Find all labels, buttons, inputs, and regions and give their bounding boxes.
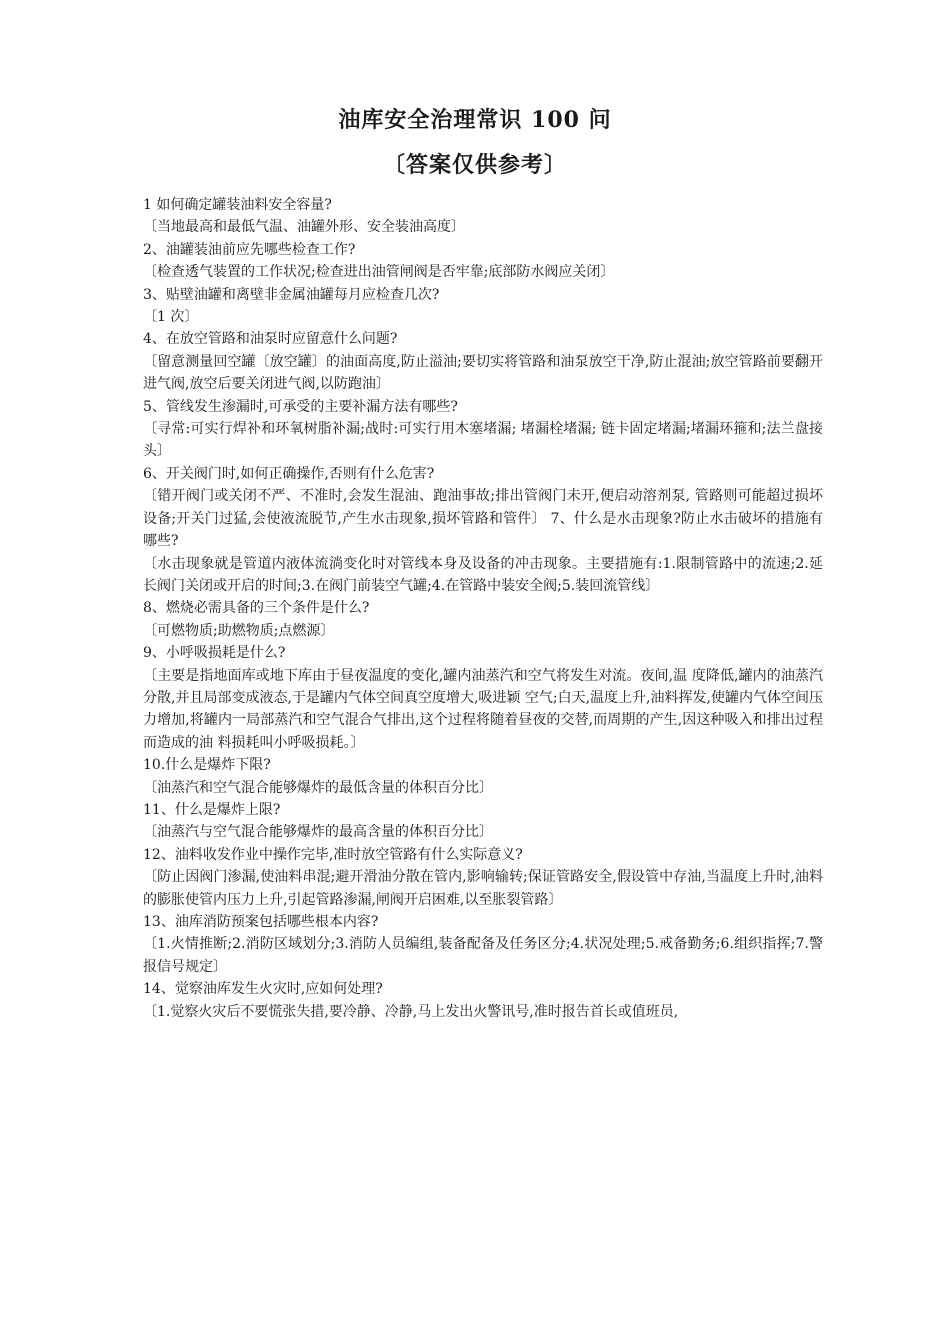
- question-10: 10.什么是爆炸下限?: [143, 757, 271, 774]
- answer-2: 〔检查透气装置的工作状况;检查进出油管闸阀是否牢靠;底部防水阀应关闭〕: [143, 264, 615, 281]
- answer-14: 〔1.觉察火灾后不要慌张失措,要冷静、冷静,马上发出火警讯号,准时报告首长或值班员,: [143, 1003, 679, 1020]
- question-5: 5、管线发生渗漏时,可承受的主要补漏方法有哪些?: [143, 398, 458, 415]
- question-3: 3、贴壁油罐和离壁非金属油罐每月应检查几次?: [143, 286, 440, 303]
- question-13: 13、油库消防预案包括哪些根本内容?: [143, 914, 379, 930]
- answer-13: 〔1.火情推断;2.消防区域划分;3.消防人员编组,装备配备及任务区分;4.状况处理;5.戒备勤务;6.组织指挥;7.警报信号规定〕: [143, 936, 823, 975]
- answer-7: 〔水击现象就是管道内液体流淌变化时对管线本身及设备的冲击现象。主要措施有:1.限制管路中的流速;2.延长阀门关闭或开启的时间;3.在阀门前装空气罐;4.在管路中装安全阀;5.装回流管线〕: [143, 555, 823, 594]
- answer-11: 〔油蒸汽与空气混合能够爆炸的最高含量的体积百分比〕: [143, 824, 493, 841]
- answer-3: 〔1 次〕: [143, 309, 199, 326]
- answer-1: 〔当地最高和最低气温、油罐外形、安全装油高度〕: [143, 219, 465, 236]
- document-subtitle: 〔答案仅供参考〕: [382, 152, 567, 178]
- question-11: 11、什么是爆炸上限?: [143, 801, 281, 818]
- document-title: 油库安全治理常识 100 问: [338, 107, 612, 133]
- answer-10: 〔油蒸汽和空气混合能够爆炸的最低含量的体积百分比〕: [143, 779, 493, 796]
- qa-list: [143, 194, 823, 1023]
- question-14: 14、觉察油库发生火灾时,应如何处理?: [143, 981, 383, 998]
- question-9: 9、小呼吸损耗是什么?: [143, 645, 286, 662]
- question-1: 1 如何确定罐装油料安全容量?: [143, 197, 332, 213]
- answer-8: 〔可燃物质;助燃物质;点燃源〕: [143, 622, 335, 639]
- question-2: 2、油罐装油前应先哪些检查工作?: [143, 241, 356, 258]
- question-4: 4、在放空管路和油泵时应留意什么问题?: [143, 331, 398, 348]
- answer-12: 〔防止因阀门渗漏,使油料串混;避开滑油分散在管内,影响输转;保证管路安全,假设管中存油,当温度上升时,油料的膨胀使管内压力上升,引起管路渗漏,闸阀开启困难,以至胀裂管路〕: [143, 869, 823, 908]
- question-6: 6、开关阀门时,如何正确操作,否则有什么危害?: [143, 465, 435, 482]
- question-12: 12、油料收发作业中操作完毕,准时放空管路有什么实际意义?: [143, 846, 523, 863]
- answer-6: 〔错开阀门或关闭不严、不准时,会发生混油、跑油事故;排出管阀门未开,便启动溶剂泵, 管路则可能超过损坏设备;开关门过猛,会使液流脱节,产生水击现象,损坏管路和管件〕 7、什么是水击现象?防止水击破坏的措施有哪些?: [143, 488, 823, 550]
- answer-9: 〔主要是指地面库或地下库由于昼夜温度的变化,罐内油蒸汽和空气将发生对流。夜间,温 度降低,罐内的油蒸汽分散,并且局部变成液态,于是罐内气体空间真空度增大,吸进颖 空气;白天,温度上升,油料挥发,使罐内气体空间压力增加,将罐内一局部蒸汽和空气混合气排出,这个过程将随着昼夜的交替,而周期的产生,因这种吸入和排出过程而造成的油 料损耗叫小呼吸损耗。〕: [143, 667, 823, 751]
- answer-4: 〔留意测量回空罐〔放空罐〕的油面高度,防止溢油;要切实将管路和油泵放空干净,防止混油;放空管路前要翻开进气阀,放空后要关闭进气阀,以防跑油〕: [143, 353, 823, 393]
- answer-5: 〔寻常:可实行焊补和环氧树脂补漏;战时:可实行用木塞堵漏; 堵漏栓堵漏; 链卡固定堵漏;堵漏环箍和;法兰盘接头〕: [143, 421, 823, 460]
- question-8: 8、燃烧必需具备的三个条件是什么?: [143, 600, 370, 617]
